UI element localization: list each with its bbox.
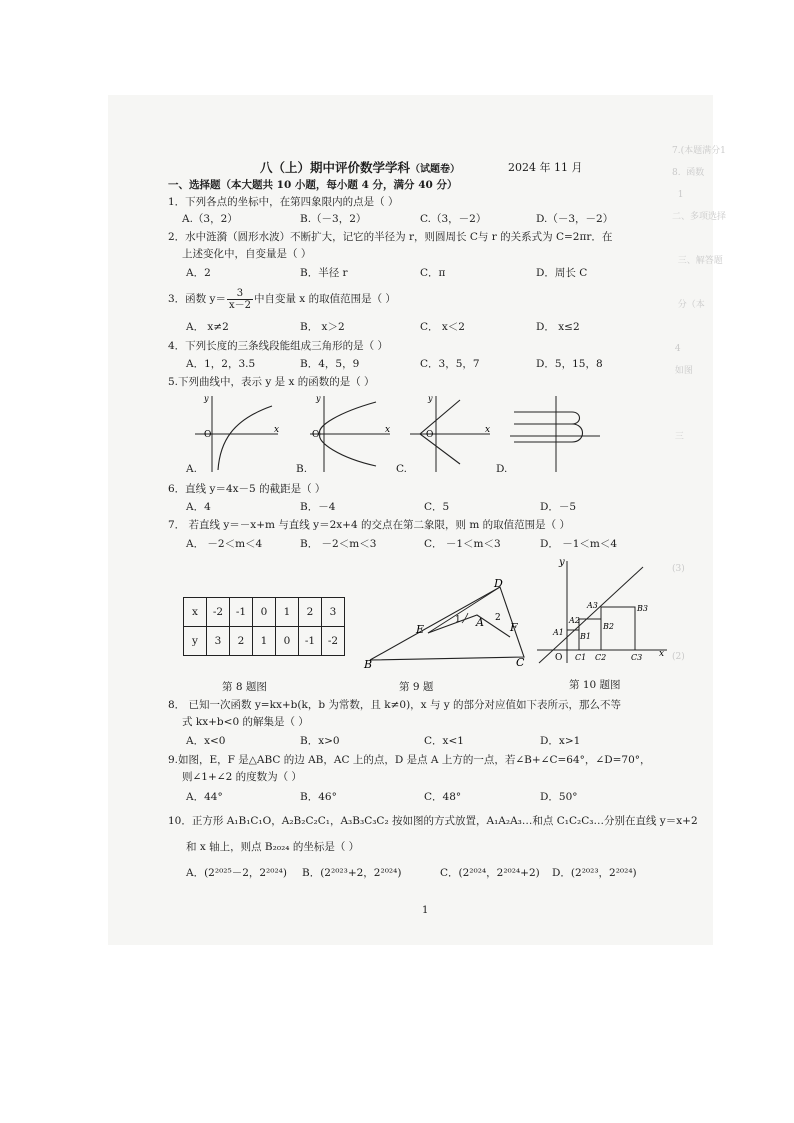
q10-label-b1: B1 — [580, 632, 591, 641]
fig9-caption: 第 9 题 — [399, 681, 434, 693]
table-cell: y — [184, 627, 207, 656]
exam-title-note: （试题卷） — [410, 164, 461, 175]
q5-option-b: B. — [296, 463, 308, 475]
q9-label-f: F — [510, 621, 518, 634]
q3-option-b: B． x＞2 — [300, 321, 345, 333]
q3-fraction-denominator: x－2 — [228, 299, 251, 311]
q5b-y: y — [316, 394, 321, 403]
table-cell: -1 — [299, 627, 322, 656]
table-cell: 1 — [253, 627, 276, 656]
q3-option-d: D． x≤2 — [536, 321, 580, 333]
page-number: 1 — [422, 905, 429, 916]
q3-stem-suffix: 中自变量 x 的取值范围是（ ） — [253, 293, 396, 305]
q5-option-c: C. — [396, 463, 407, 475]
q8-option-a: A．x<0 — [186, 735, 226, 747]
q10-label-c1: C1 — [575, 653, 587, 662]
q10-label-c2: C2 — [595, 653, 607, 662]
q10-option-c: C．(2²⁰²⁴，2²⁰²⁴+2) — [440, 867, 540, 879]
table-cell: 0 — [253, 598, 276, 627]
fig8-caption: 第 8 题图 — [222, 681, 267, 693]
q9-option-c: C．48° — [424, 791, 462, 803]
q5-graph-d — [510, 396, 600, 472]
q7-stem: 7． 若直线 y＝－x+m 与直线 y＝2x+4 的交点在第二象限，则 m 的取值范围是（ ） — [168, 519, 570, 531]
table-cell: -2 — [322, 627, 345, 656]
q10-label-x: x — [659, 649, 665, 659]
table-cell: -2 — [207, 598, 230, 627]
q9-label-a: A — [476, 616, 484, 629]
q9-stem-line1: 9.如图，E，F 是△ABC 的边 AB，AC 上的点，D 是点 A 上方的一点，若∠B+∠C=64°，∠D=70°， — [168, 754, 651, 766]
q1-option-d: D.（－3，－2） — [536, 213, 614, 225]
q2-stem-line1: 2．水中涟漪（圆形水波）不断扩大，记它的半径为 r，则圆周长 C与 r 的关系式为 C=2πr．在 — [168, 231, 613, 243]
bleed-through-edge-text: 7.(本题满分1 8. 函数 1 二、多项选择 三、解答题 分（本 4 如图 三 (3) (2) — [672, 146, 727, 662]
q10-label-c3: C3 — [631, 653, 643, 662]
q5-option-a: A. — [186, 463, 197, 475]
q5c-origin: O — [426, 430, 434, 440]
table-cell: 1 — [276, 598, 299, 627]
q10-label-a2: A2 — [569, 616, 580, 625]
q6-option-d: D．－5 — [540, 501, 577, 513]
q5-graph-b — [310, 394, 390, 472]
q1-stem: 1．下列各点的坐标中，在第四象限内的点是（ ） — [168, 196, 399, 208]
q1-option-a: A.（3，2） — [182, 213, 238, 225]
q9-option-b: B．46° — [300, 791, 337, 803]
exam-title-main: 八（上）期中评价数学学科 — [260, 160, 411, 175]
q8-option-b: B．x>0 — [300, 735, 340, 747]
table-cell: 2 — [230, 627, 253, 656]
q2-option-a: A．2 — [186, 267, 211, 279]
q7-option-a: A． －2＜m＜4 — [186, 538, 263, 550]
q3-stem — [168, 286, 396, 312]
q7-option-b: B． －2＜m＜3 — [300, 538, 377, 550]
q9-label-1: 1 — [455, 615, 461, 625]
q6-option-c: C．5 — [424, 501, 450, 513]
q10-label-b3: B3 — [637, 604, 648, 613]
q1-option-c: C.（3，－2） — [420, 213, 487, 225]
q10-stem-line1: 10．正方形 A₁B₁C₁O，A₂B₂C₂C₁，A₃B₃C₃C₂ 按如图的方式放置，A₁A₂A₃…和点 C₁C₂C₃…分别在直线 y＝x+2 — [168, 815, 698, 827]
q10-option-a: A．(2²⁰²⁵－2，2²⁰²⁴) — [186, 867, 287, 879]
table-row — [184, 598, 345, 627]
q3-option-a: A． x≠2 — [186, 321, 229, 333]
table-cell: -1 — [230, 598, 253, 627]
table-cell: 3 — [207, 627, 230, 656]
table-row — [184, 627, 345, 656]
q9-stem-line2: 则∠1+∠2 的度数为（ ） — [182, 771, 302, 783]
q3-fraction-numerator: 3 — [227, 288, 253, 300]
q5-graph-a — [195, 394, 279, 472]
q10-label-a3: A3 — [587, 601, 598, 610]
q4-stem: 4．下列长度的三条线段能组成三角形的是（ ） — [168, 340, 389, 352]
q5-graph-c — [410, 394, 490, 472]
q9-triangle-figure — [362, 575, 532, 670]
q5c-x: x — [485, 425, 491, 435]
q4-option-d: D．5，15，8 — [536, 358, 603, 370]
q10-option-d: D．(2²⁰²³，2²⁰²⁴) — [552, 867, 637, 879]
q4-option-a: A．1，2，3.5 — [186, 358, 256, 370]
q10-option-b: B．(2²⁰²³+2，2²⁰²⁴) — [302, 867, 402, 879]
q5b-x: x — [385, 425, 391, 435]
q5-stem: 5.下列曲线中，表示 y 是 x 的函数的是（ ） — [168, 376, 375, 388]
q9-label-d: D — [494, 577, 503, 590]
q8-option-d: D．x>1 — [540, 735, 581, 747]
q7-option-d: D． －1＜m＜4 — [540, 538, 618, 550]
q2-option-c: C．π — [420, 267, 446, 279]
q9-label-e: E — [416, 623, 425, 636]
q10-squares-figure — [533, 553, 673, 665]
table-cell: x — [184, 598, 207, 627]
q9-label-b: B — [364, 658, 373, 671]
table-cell: 3 — [322, 598, 345, 627]
q6-stem: 6．直线 y＝4x－5 的截距是（ ） — [168, 483, 326, 495]
q10-label-y: y — [559, 557, 565, 568]
q2-stem-line2: 上述变化中，自变量是（ ） — [182, 248, 312, 260]
q10-stem-line2: 和 x 轴上，则点 B₂₀₂₄ 的坐标是（ ） — [186, 841, 360, 853]
q3-fraction — [227, 288, 253, 311]
q7-option-c: C． －1＜m＜3 — [424, 538, 501, 550]
exam-title — [260, 158, 460, 176]
q4-option-c: C．3，5，7 — [420, 358, 480, 370]
q5a-y: y — [204, 394, 209, 403]
table-cell: 0 — [276, 627, 299, 656]
q5a-origin: O — [204, 430, 212, 440]
q9-option-a: A．44° — [186, 791, 223, 803]
q5b-origin: O — [312, 430, 320, 440]
q4-option-b: B．4，5，9 — [300, 358, 360, 370]
q9-option-d: D．50° — [540, 791, 578, 803]
q5a-x: x — [274, 425, 280, 435]
q1-option-b: B.（－3，2） — [300, 213, 367, 225]
q8-value-table — [183, 597, 345, 656]
q6-option-b: B．－4 — [300, 501, 336, 513]
q5-option-d: D. — [496, 463, 508, 475]
q3-option-c: C． x＜2 — [420, 321, 465, 333]
q8-option-c: C．x<1 — [424, 735, 464, 747]
q8-stem-line2: 式 kx+b<0 的解集是（ ） — [182, 716, 309, 728]
q3-stem-prefix: 3．函数 y＝ — [168, 293, 226, 305]
q9-label-2: 2 — [495, 613, 501, 623]
section-heading: 一、选择题（本大题共 10 小题，每小题 4 分，满分 40 分） — [168, 179, 458, 191]
fig10-caption: 第 10 题图 — [569, 679, 621, 691]
q10-label-o: O — [555, 653, 563, 663]
q2-option-d: D．周长 C — [536, 267, 588, 279]
q2-option-b: B．半径 r — [300, 267, 348, 279]
q10-label-b2: B2 — [603, 622, 614, 631]
q6-option-a: A．4 — [186, 501, 211, 513]
q5c-y: y — [428, 394, 433, 403]
q8-stem-line1: 8． 已知一次函数 y=kx+b(k，b 为常数，且 k≠0)，x 与 y 的部分对应值如下表所示，那么不等 — [168, 699, 622, 711]
exam-date: 2024 年 11 月 — [508, 161, 583, 174]
q9-label-c: C — [516, 656, 525, 669]
q10-label-a1: A1 — [553, 628, 564, 637]
table-cell: 2 — [299, 598, 322, 627]
